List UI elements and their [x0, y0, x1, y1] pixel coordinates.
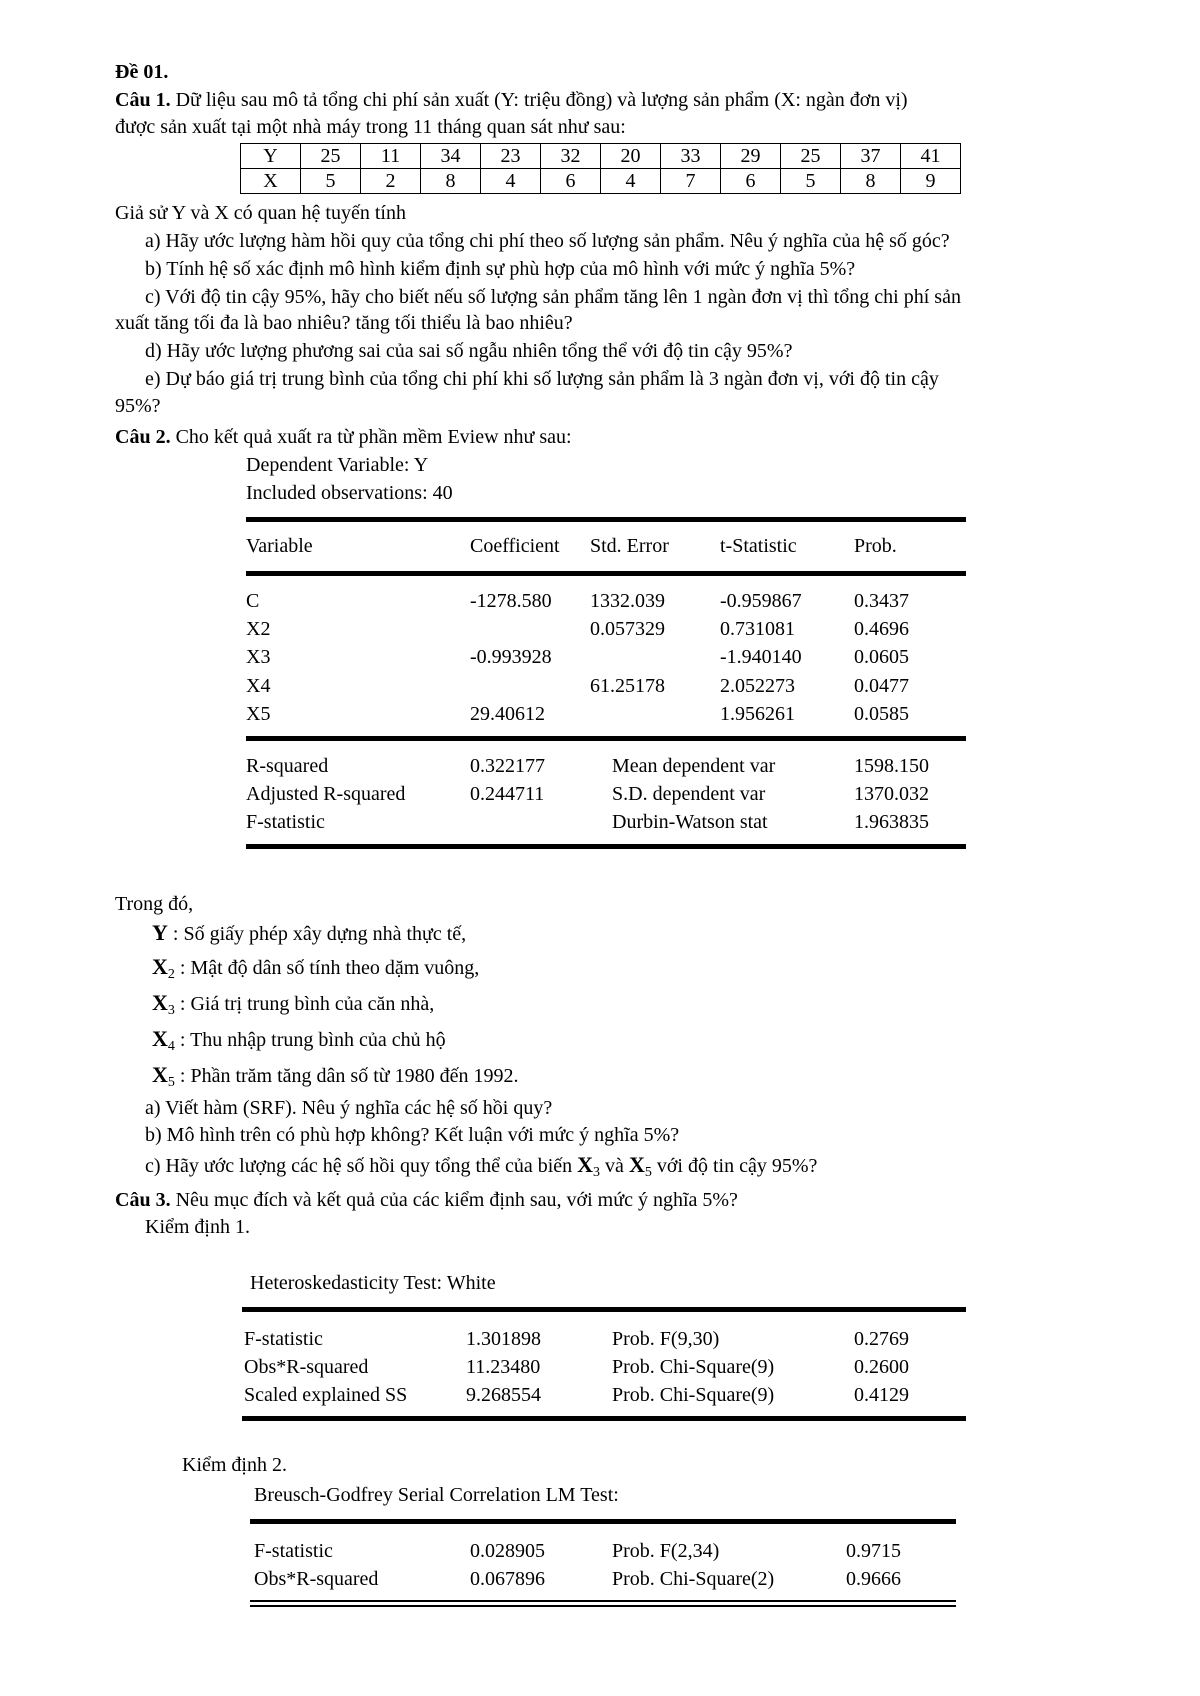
q1-part-c-line1: c) Với độ tin cậy 95%, hãy cho biết nếu số lượng sản phẩm tăng lên 1 ngàn đơn vị thì tổng chi phí sản: [145, 286, 961, 308]
table-cell: 9: [901, 169, 961, 194]
table-cell: 4: [601, 169, 661, 194]
stat-value: 1.963835: [854, 811, 929, 833]
stat-label: Mean dependent var: [612, 755, 776, 777]
row-x2-std-error: 0.057329: [590, 618, 665, 640]
table-rule: [246, 517, 966, 522]
table-cell: 6: [541, 169, 601, 194]
row-x3-coefficient: -0.993928: [470, 646, 552, 668]
stat-value: 0.322177: [470, 755, 545, 777]
row-x3-t-statistic: -1.940140: [720, 646, 802, 668]
q1-part-e-line1: e) Dự báo giá trị trung bình của tổng chi phí khi số lượng sản phẩm là 3 ngàn đơn vị, với độ tin cậy: [145, 368, 939, 390]
table-cell: 11: [361, 144, 421, 169]
row-x4-prob: 0.0477: [854, 675, 909, 697]
test1-label: Kiểm định 1.: [145, 1216, 250, 1238]
row-x5-t-statistic: 1.956261: [720, 703, 795, 725]
table-row: [241, 169, 961, 194]
table-cell-y-label: Y: [241, 144, 301, 169]
row-x4-variable: X4: [246, 675, 271, 697]
table-cell: 25: [781, 144, 841, 169]
q1-part-d: d) Hãy ước lượng phương sai của sai số ngẫu nhiên tổng thể với độ tin cậy 95%?: [145, 340, 793, 362]
row-x4-std-error: 61.25178: [590, 675, 665, 697]
table-cell: 34: [421, 144, 481, 169]
test1-stat-label: Obs*R-squared: [244, 1356, 369, 1378]
row-x5-variable: X5: [246, 703, 271, 725]
q2-where: Trong đó,: [115, 893, 194, 915]
test1-stat-label: F-statistic: [244, 1328, 323, 1350]
table-cell: 25: [301, 144, 361, 169]
table-cell: 8: [421, 169, 481, 194]
test2-label: Kiểm định 2.: [182, 1454, 287, 1476]
col-header-prob: Prob.: [854, 535, 897, 557]
stat-label: Adjusted R-squared: [246, 783, 406, 805]
row-x2-variable: X2: [246, 618, 271, 640]
q2-part-a: a) Viết hàm (SRF). Nêu ý nghĩa các hệ số hồi quy?: [145, 1097, 553, 1119]
table-cell: 5: [301, 169, 361, 194]
table-rule: [250, 1600, 956, 1602]
q1-part-a: a) Hãy ước lượng hàm hồi quy của tổng chi phí theo số lượng sản phẩm. Nêu ý nghĩa của hệ số góc?: [145, 230, 950, 252]
def-x3: $X_3$ : Giá trị trung bình của căn nhà,: [152, 990, 435, 1018]
stat-label: Durbin-Watson stat: [612, 811, 768, 833]
q1-assumption: Giả sử Y và X có quan hệ tuyến tính: [115, 202, 406, 224]
test1-title: Heteroskedasticity Test: White: [250, 1272, 496, 1294]
table-cell-x-label: X: [241, 169, 301, 194]
table-cell: 41: [901, 144, 961, 169]
row-x2-prob: 0.4696: [854, 618, 909, 640]
stat-value: 1370.032: [854, 783, 929, 805]
def-y: Y : Số giấy phép xây dựng nhà thực tế,: [152, 920, 467, 945]
stat-label: R-squared: [246, 755, 329, 777]
table-cell: 7: [661, 169, 721, 194]
q1-data-table: [240, 143, 961, 194]
table-cell: 2: [361, 169, 421, 194]
q1-part-c-line2: xuất tăng tối đa là bao nhiêu? tăng tối thiểu là bao nhiêu?: [115, 312, 573, 334]
test2-stat-value: 0.067896: [470, 1568, 545, 1590]
col-header-t-statistic: t-Statistic: [720, 535, 797, 557]
test2-stat-label: Obs*R-squared: [254, 1568, 379, 1590]
def-x4: $X_4$ : Thu nhập trung bình của chủ hộ: [152, 1026, 446, 1054]
test2-prob-label: Prob. F(2,34): [612, 1540, 720, 1562]
table-rule: [246, 844, 966, 849]
test1-prob-value: 0.2769: [854, 1328, 909, 1350]
table-cell: 29: [721, 144, 781, 169]
row-x3-prob: 0.0605: [854, 646, 909, 668]
row-x5-prob: 0.0585: [854, 703, 909, 725]
q2-part-c: c) Hãy ước lượng các hệ số hồi quy tổng thể của biến $X_3$ và $X_5$ với độ tin cậy 95%?: [145, 1152, 818, 1180]
test2-prob-label: Prob. Chi-Square(2): [612, 1568, 775, 1590]
test1-prob-value: 0.2600: [854, 1356, 909, 1378]
table-rule: [242, 1307, 966, 1312]
row-x2-t-statistic: 0.731081: [720, 618, 795, 640]
table-cell: 4: [481, 169, 541, 194]
q2-intro: Câu 2. Cho kết quả xuất ra từ phần mềm Eview như sau:: [115, 426, 572, 448]
test1-prob-value: 0.4129: [854, 1384, 909, 1406]
test2-title: Breusch-Godfrey Serial Correlation LM Test:: [254, 1484, 619, 1506]
row-x4-t-statistic: 2.052273: [720, 675, 795, 697]
table-cell: 6: [721, 169, 781, 194]
table-rule: [246, 736, 966, 741]
test1-prob-label: Prob. Chi-Square(9): [612, 1384, 775, 1406]
q2-dependent-variable: Dependent Variable: Y: [246, 454, 429, 476]
exam-title: Đề 01.: [115, 61, 169, 83]
table-cell: 20: [601, 144, 661, 169]
q3-intro: Câu 3. Nêu mục đích và kết quả của các kiểm định sau, với mức ý nghĩa 5%?: [115, 1189, 738, 1211]
row-c-prob: 0.3437: [854, 590, 909, 612]
q1-part-b: b) Tính hệ số xác định mô hình kiểm định sự phù hợp của mô hình với mức ý nghĩa 5%?: [145, 258, 856, 280]
q1-part-e-line2: 95%?: [115, 395, 161, 417]
col-header-variable: Variable: [246, 535, 313, 557]
test1-prob-label: Prob. Chi-Square(9): [612, 1356, 775, 1378]
stat-value: 0.244711: [470, 783, 545, 805]
stat-label: F-statistic: [246, 811, 325, 833]
table-cell: 23: [481, 144, 541, 169]
stat-label: S.D. dependent var: [612, 783, 766, 805]
row-c-std-error: 1332.039: [590, 590, 665, 612]
test1-stat-label: Scaled explained SS: [244, 1384, 408, 1406]
q1-intro-line1: Câu 1. Dữ liệu sau mô tả tổng chi phí sản xuất (Y: triệu đồng) và lượng sản phẩm (X: ngàn đơn vị): [115, 89, 908, 111]
test2-prob-value: 0.9666: [846, 1568, 901, 1590]
test2-stat-label: F-statistic: [254, 1540, 333, 1562]
table-cell: 32: [541, 144, 601, 169]
def-x5: $X_5$ : Phần trăm tăng dân số từ 1980 đến 1992.: [152, 1062, 519, 1090]
stat-value: 1598.150: [854, 755, 929, 777]
table-row: [241, 144, 961, 169]
row-x5-coefficient: 29.40612: [470, 703, 545, 725]
table-rule: [250, 1605, 956, 1607]
test1-prob-label: Prob. F(9,30): [612, 1328, 720, 1350]
row-c-t-statistic: -0.959867: [720, 590, 802, 612]
test2-prob-value: 0.9715: [846, 1540, 901, 1562]
row-c-coefficient: -1278.580: [470, 590, 552, 612]
table-rule: [250, 1519, 956, 1524]
test1-stat-value: 9.268554: [466, 1384, 541, 1406]
table-cell: 5: [781, 169, 841, 194]
row-c-variable: C: [246, 590, 260, 612]
q2-observations: Included observations: 40: [246, 482, 453, 504]
col-header-coefficient: Coefficient: [470, 535, 560, 557]
test1-stat-value: 11.23480: [466, 1356, 541, 1378]
table-cell: 33: [661, 144, 721, 169]
q1-intro-line2: được sản xuất tại một nhà máy trong 11 tháng quan sát như sau:: [115, 116, 626, 138]
test2-stat-value: 0.028905: [470, 1540, 545, 1562]
test1-stat-value: 1.301898: [466, 1328, 541, 1350]
table-rule: [246, 571, 966, 576]
def-x2: $X_2$ : Mật độ dân số tính theo dặm vuông,: [152, 954, 480, 982]
col-header-std-error: Std. Error: [590, 535, 669, 557]
table-rule: [242, 1416, 966, 1421]
row-x3-variable: X3: [246, 646, 271, 668]
table-cell: 37: [841, 144, 901, 169]
q2-part-b: b) Mô hình trên có phù hợp không? Kết luận với mức ý nghĩa 5%?: [145, 1124, 680, 1146]
table-cell: 8: [841, 169, 901, 194]
